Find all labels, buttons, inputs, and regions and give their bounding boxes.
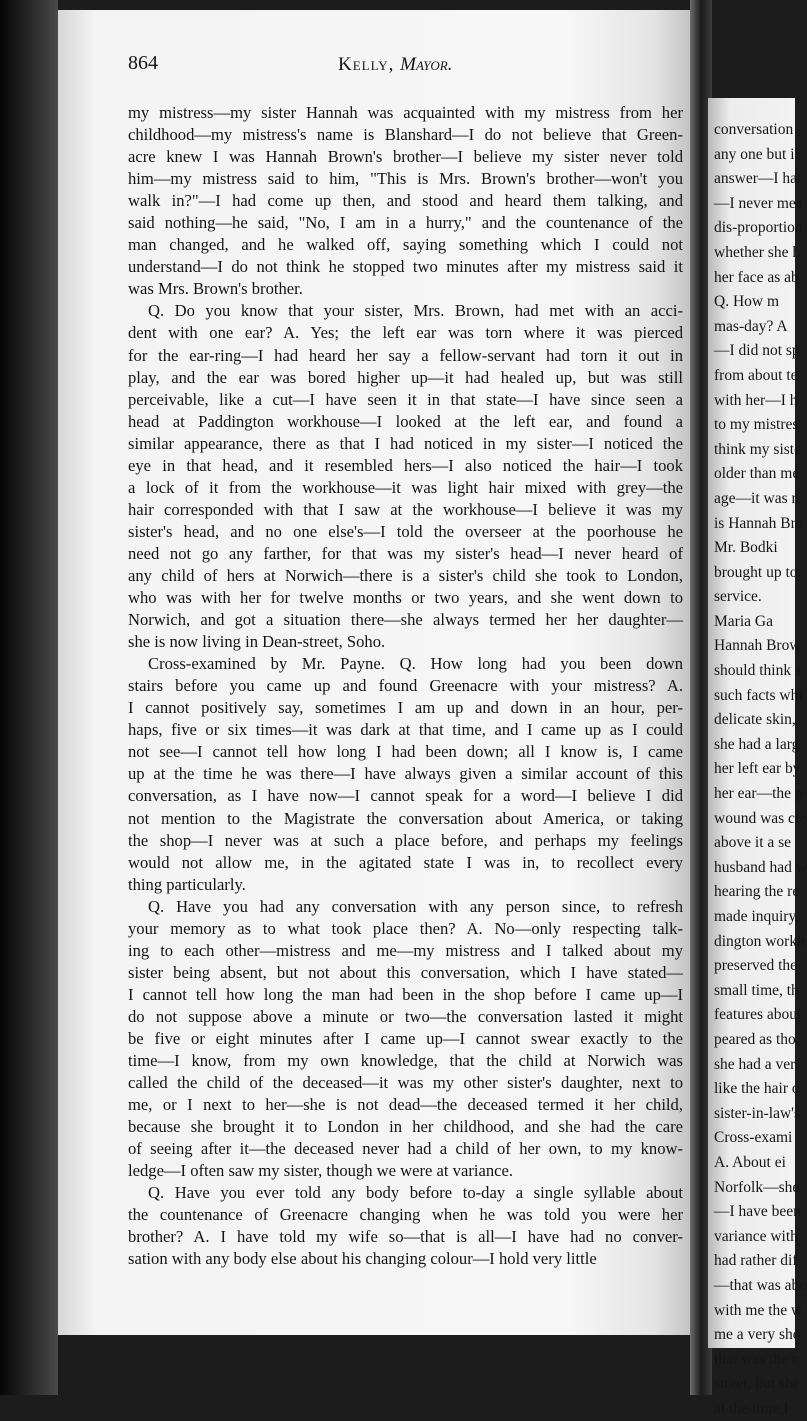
text-line: older than me xyxy=(714,465,800,483)
text-line: dington workh xyxy=(714,932,805,950)
text-line: Cross-examined by Mr. Payne. Q. How long had you been down xyxy=(148,654,683,674)
text-line: time—I know, from my own knowledge, that the child at Norwich was xyxy=(128,1051,683,1071)
text-line: be five or eight minutes after I came up—I cannot swear exactly to the xyxy=(128,1028,683,1048)
text-line: need not go any farther, for that was my sister's head—I never heard of xyxy=(128,543,683,563)
text-line: A. About ei xyxy=(714,1153,786,1171)
text-line: she had a larg xyxy=(714,735,800,753)
text-line: at the time I xyxy=(714,1399,789,1417)
text-line: the shop—I never was at such a place before, and perhaps my feelings xyxy=(128,830,683,850)
text-line: dis-proportion xyxy=(714,219,803,237)
text-line: variance with xyxy=(714,1227,798,1245)
text-line: above it a se xyxy=(714,834,792,852)
text-line: like the hair o xyxy=(714,1080,800,1098)
text-line: made inquiry, xyxy=(714,908,800,925)
text-line: Norfolk—she xyxy=(714,1178,800,1196)
text-line: her face as ab xyxy=(714,268,799,286)
text-line: Q. Do you know that your sister, Mrs. Brown, had met with an acci- xyxy=(148,301,683,321)
text-line: said nothing—he said, "No, I am in a hurry," and the countenance of the xyxy=(128,213,683,233)
text-line: sister's head, and no one else's—I told the overseer at the poorhouse he xyxy=(128,521,683,541)
text-line: acre knew I was Hannah Brown's brother—I believe my sister never told xyxy=(128,147,683,167)
text-line: peared as tho xyxy=(714,1030,796,1048)
running-head-title: Mayor. xyxy=(400,54,453,75)
text-line: think my siste xyxy=(714,440,801,458)
text-line: childhood—my mistress's name is Blanshard—I do not believe that Green- xyxy=(128,125,683,145)
text-line: ing to each other—mistress and me—my mistress and I talked about my xyxy=(128,940,683,960)
right-page xyxy=(708,98,807,1417)
text-line: to my mistres xyxy=(714,416,799,434)
text-line: dent with one ear? A. Yes; the left ear was torn where it was pierced xyxy=(128,323,683,343)
text-line: thing particularly. xyxy=(128,874,246,894)
text-line: sation with any body else about his changing colour—I hold very little xyxy=(128,1249,597,1269)
left-page-body-text xyxy=(128,102,683,1270)
text-line: hair corresponded with that I saw at the workhouse—I believe it was my xyxy=(128,499,683,519)
page-header xyxy=(128,52,688,82)
text-line: walk in?"—I had come up then, and stood and heard them talking, and xyxy=(128,191,683,211)
text-line: Q. Have you ever told any body before to-day a single syllable about xyxy=(148,1183,683,1203)
text-line: sister being absent, but not about this conversation, which I have stated— xyxy=(128,962,683,982)
text-line: preserved the xyxy=(714,957,798,975)
text-line: had rather dif xyxy=(714,1252,798,1270)
text-line: him—my mistress said to him, "This is Mrs. Brown's brother—won't you xyxy=(128,169,683,189)
text-line: for the ear-ring—I had heard her say a fellow-servant had torn it out in xyxy=(128,345,683,365)
text-line: should think s xyxy=(714,662,801,680)
text-line: do not suppose above a minute or two—the conversation lasted it might xyxy=(128,1006,683,1026)
text-line: any one but i xyxy=(714,145,795,163)
text-line: any child of hers at Norwich—there is a sister's child she took to London, xyxy=(128,565,683,585)
text-line: similar appearance, there as that I had noticed in my sister—I noticed the xyxy=(128,433,683,453)
text-line: called the child of the deceased—it was my other sister's daughter, next to xyxy=(128,1073,683,1093)
text-line: hearing the re xyxy=(714,883,800,901)
right-page-body-text xyxy=(714,118,807,1421)
text-line: play, and the ear was bored higher up—it had healed up, but was still xyxy=(128,367,683,387)
text-line: small time, th xyxy=(714,981,799,999)
running-head xyxy=(338,54,453,76)
text-line: was Mrs. Brown's brother. xyxy=(128,279,303,299)
text-line: wound was clo xyxy=(714,809,807,827)
text-line: features about xyxy=(714,1006,802,1024)
text-line: I cannot positively say, sometimes I am up and down in an hour, per- xyxy=(128,698,683,718)
text-line: —I never mea xyxy=(714,194,803,212)
text-line: Mr. Bodki xyxy=(714,539,778,557)
text-line: of seeing after it—the deceased never had a child of her own, to my know- xyxy=(128,1139,683,1159)
text-line: street, but she xyxy=(714,1375,800,1393)
text-line: the countenance of Greenacre changing when he was told you were her xyxy=(128,1205,683,1225)
text-line: answer—I ha xyxy=(714,170,798,188)
text-line: me, or I next to her—she is not dead—the deceased termed it her child, xyxy=(128,1095,683,1115)
text-line: brought up to xyxy=(714,563,798,581)
text-line: Q. How m xyxy=(714,293,780,311)
page-number: 864 xyxy=(128,52,158,74)
text-line: mas-day? A xyxy=(714,317,788,335)
text-line: a lock of it from the workhouse—it was light hair mixed with grey—the xyxy=(128,477,683,497)
text-line: husband had w xyxy=(714,858,807,876)
text-line: man changed, and he walked off, saying something which I could not xyxy=(128,235,683,255)
text-line: with her—I h xyxy=(714,391,798,409)
text-line: Q. Have you had any conversation with any person since, to refresh xyxy=(148,896,683,916)
text-line: from about te xyxy=(714,366,798,384)
text-line: delicate skin, xyxy=(714,711,796,729)
text-line: would not allow me, in the agitated state I was in, to recollect every xyxy=(128,852,683,872)
book-binding-edge xyxy=(0,0,58,1395)
text-line: Cross-exami xyxy=(714,1129,793,1147)
text-line: who was with her for twelve months or two years, and she went down to xyxy=(128,588,683,608)
text-line: me a very sho xyxy=(714,1326,801,1344)
text-line: with me the w xyxy=(714,1301,803,1319)
text-line: brother? A. I have told my wife so—that is all—I have had no conver- xyxy=(128,1227,683,1247)
text-line: such facts whi xyxy=(714,686,803,704)
text-line: that was the r xyxy=(714,1350,798,1368)
text-line: —I did not sp xyxy=(714,342,800,360)
text-line: she had a ver xyxy=(714,1055,796,1073)
text-line: sister-in-law's xyxy=(714,1104,800,1122)
text-line: not see—I cannot tell how long I had been down; all I know is, I came xyxy=(128,742,683,762)
text-line: not mention to the Magistrate the conversation about America, or taking xyxy=(128,808,683,828)
text-line: my mistress—my sister Hannah was acquainted with my mistress from her xyxy=(128,103,683,122)
text-line: haps, five or six times—it was dark at that time, and I came up as I could xyxy=(128,720,683,740)
text-line: Hannah Brow xyxy=(714,637,801,655)
text-line: because she brought it to London in her childhood, and she had the care xyxy=(128,1117,683,1137)
text-line: her left ear by xyxy=(714,760,801,778)
text-line: perceivable, like a cut—I have seen it in that state—I have since seen a xyxy=(128,389,683,409)
text-line: your memory as to what took place then? A. No—only respecting talk- xyxy=(128,918,683,938)
text-line: head at Paddington workhouse—I looked at the left ear, and found a xyxy=(128,411,683,431)
text-line: her ear—the p xyxy=(714,785,803,803)
left-page xyxy=(58,10,698,1335)
text-line: service. xyxy=(714,588,762,606)
text-line: stairs before you came up and found Greenacre with your mistress? A. xyxy=(128,676,683,696)
text-line: age—it was n xyxy=(714,489,800,507)
text-line: Maria Ga xyxy=(714,612,773,630)
text-line: —I have been xyxy=(714,1203,801,1221)
text-line: I cannot tell how long the man had been in the shop before I came up—I xyxy=(128,984,683,1004)
running-head-name: Kelly, xyxy=(338,54,395,75)
text-line: up at the time he was there—I have always given a similar account of this xyxy=(128,764,683,784)
text-line: is Hannah Bro xyxy=(714,514,804,532)
text-line: ledge—I often saw my sister, though we were at variance. xyxy=(128,1161,514,1181)
text-line: —that was abo xyxy=(714,1276,807,1294)
text-line: conversation, as I have now—I cannot speak for a word—I believe I did xyxy=(128,786,683,806)
text-line: conversation xyxy=(714,121,794,138)
text-line: understand—I do not think he stopped two minutes after my mistress said it xyxy=(128,257,683,277)
text-line: whether she h xyxy=(714,243,801,261)
text-line: Norwich, and got a situation there—she always termed her her daughter— xyxy=(128,610,683,630)
text-line: eye in that head, and it resembled hers—I also noticed the hair—I took xyxy=(128,455,683,475)
text-line: she is now living in Dean-street, Soho. xyxy=(128,632,386,652)
